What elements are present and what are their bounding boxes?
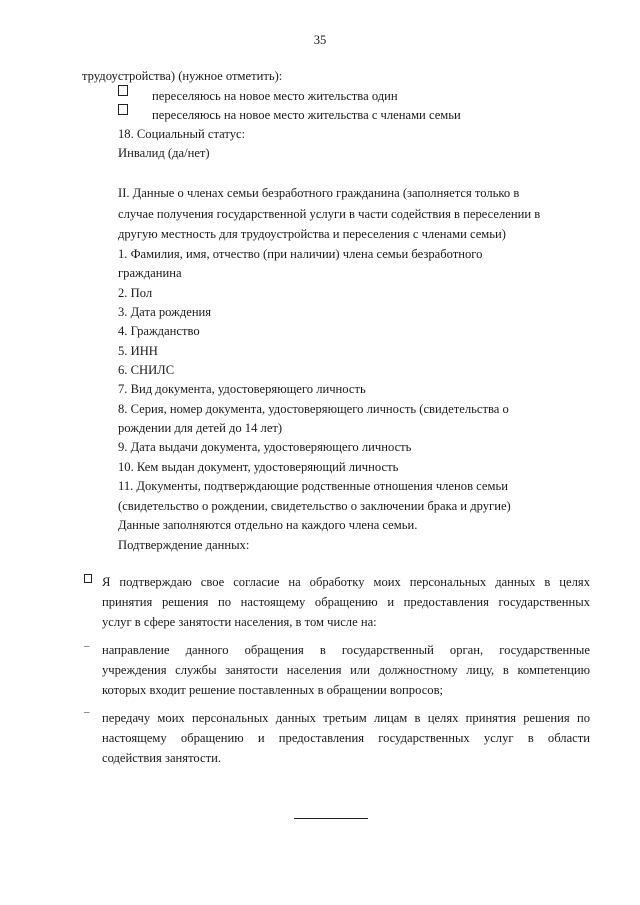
consent-subitem-2-line-3: содействия занятости. (102, 751, 222, 765)
field-id-issue-date: 9. Дата выдачи документа, удостоверяющего личность (118, 440, 412, 454)
employment-continuation: трудоустройства) (нужное отметить): (82, 69, 283, 83)
dash-bullet-2: – (84, 706, 90, 718)
page-number: 35 (313, 33, 327, 47)
data-confirmation-heading: Подтверждение данных: (118, 538, 250, 552)
field-full-name: 1. Фамилия, имя, отчество (при наличии) члена семьи безработного (118, 247, 483, 261)
relocation-family-label: переселяюсь на новое место жительства с членами семьи (152, 108, 461, 122)
consent-line-1: Я подтверждаю свое согласие на обработку моих персональных данных в целях (102, 575, 590, 589)
social-status-heading: 18. Социальный статус: (118, 127, 246, 141)
consent-checkbox[interactable] (84, 574, 92, 583)
section2-title-line-3: другую местность для трудоустройства и переселения с членами семьи) (118, 227, 506, 241)
field-kinship-docs: 11. Документы, подтверждающие родственные отношения членов семьи (118, 479, 508, 493)
field-sex: 2. Пол (118, 286, 153, 300)
relocation-family-checkbox[interactable] (118, 104, 128, 115)
field-birth-date: 3. Дата рождения (118, 305, 212, 319)
field-id-issued-by: 10. Кем выдан документ, удостоверяющий личность (118, 460, 399, 474)
section2-title-line-1: II. Данные о членах семьи безработного гражданина (заполняется только в (118, 186, 520, 200)
relocation-alone-label: переселяюсь на новое место жительства один (152, 89, 398, 103)
consent-subitem-2-line-2: настоящему обращению и предоставления государственных услуг в области (102, 731, 590, 745)
consent-line-3: услуг в сфере занятости населения, в том числе на: (102, 615, 377, 629)
field-full-name-cont: гражданина (118, 266, 182, 280)
section2-title-line-2: случае получения государственной услуги в части содействия в переселении в (118, 207, 541, 221)
field-snils: 6. СНИЛС (118, 363, 175, 377)
field-id-doc-number: 8. Серия, номер документа, удостоверяющего личность (свидетельства о (118, 402, 509, 416)
field-id-doc-type: 7. Вид документа, удостоверяющего личность (118, 382, 366, 396)
consent-subitem-1-line-1: направление данного обращения в государственный орган, государственные (102, 643, 590, 657)
field-kinship-docs-cont: (свидетельство о рождении, свидетельство о заключении брака и другие) (118, 499, 511, 513)
per-member-note: Данные заполняются отдельно на каждого члена семьи. (118, 518, 418, 532)
relocation-alone-checkbox[interactable] (118, 85, 128, 96)
consent-subitem-1-line-2: учреждения службы занятости населения или должностному лицу, в компетенцию (102, 663, 590, 677)
consent-line-2: принятия решения по настоящему обращению и предоставления государственных (102, 595, 590, 609)
field-id-doc-number-cont: рождении для детей до 14 лет) (118, 421, 283, 435)
consent-subitem-2-line-1: передачу моих персональных данных третьим лицам в целях принятия решения по (102, 711, 590, 725)
disabled-field: Инвалид (да/нет) (118, 146, 210, 160)
closing-divider (294, 818, 368, 819)
field-inn: 5. ИНН (118, 344, 158, 358)
field-citizenship: 4. Гражданство (118, 324, 200, 338)
consent-subitem-1-line-3: которых входит решение поставленных в обращении вопросов; (102, 683, 444, 697)
dash-bullet-1: – (84, 640, 90, 652)
